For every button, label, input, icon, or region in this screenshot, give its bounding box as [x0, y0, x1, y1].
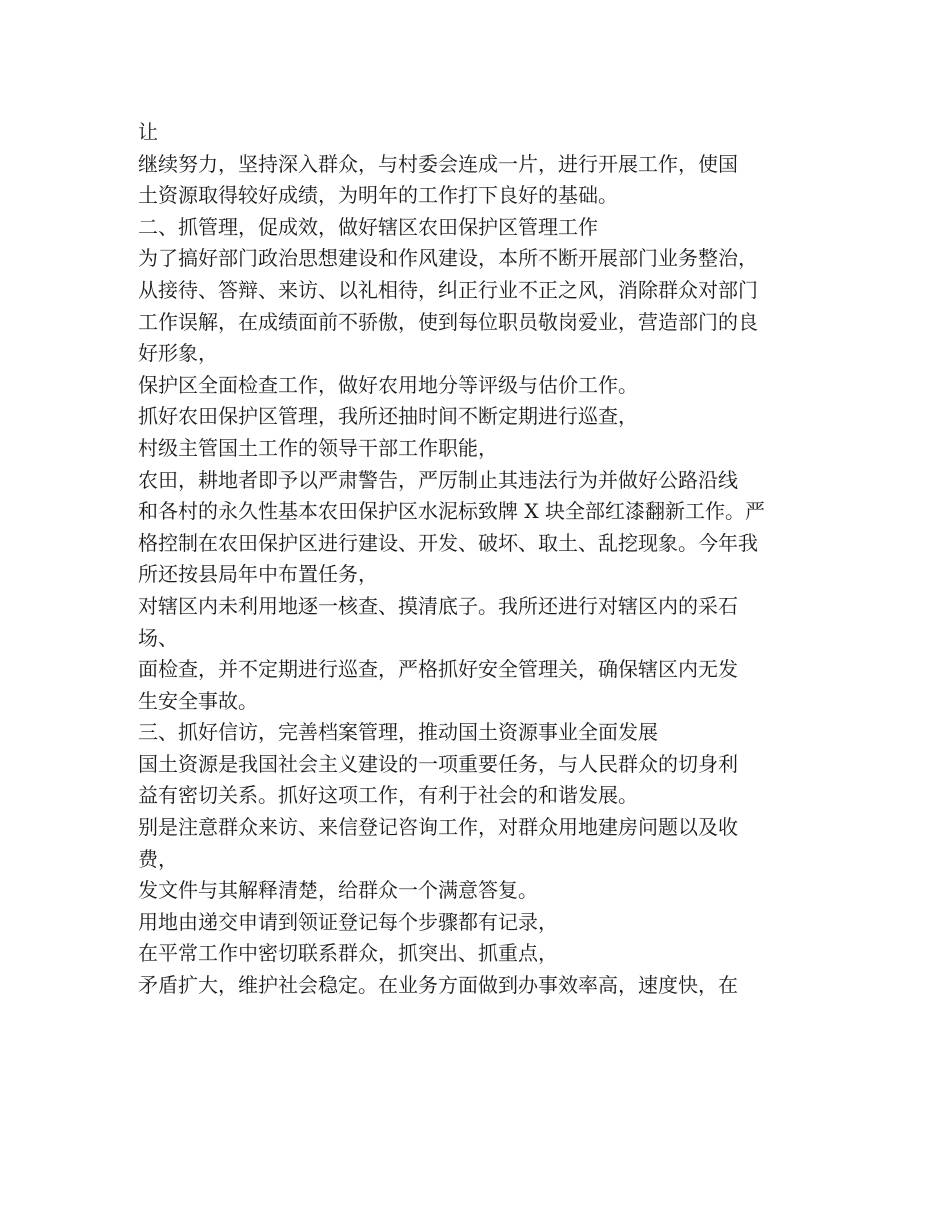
text-line: 费，	[138, 846, 178, 871]
text-line: 土资源取得较好成绩，为明年的工作打下良好的基础。	[138, 183, 618, 208]
text-line: 对辖区内未利用地逐一核查、摸清底子。我所还进行对辖区内的采石	[138, 593, 738, 618]
text-line: 好形象，	[138, 341, 218, 366]
text-line: 国土资源是我国社会主义建设的一项重要任务，与人民群众的切身利	[138, 751, 738, 776]
text-line: 为了搞好部门政治思想建设和作风建设，本所不断开展部门业务整治，	[138, 246, 758, 271]
section-heading: 三、抓好信访，完善档案管理，推动国土资源事业全面发展	[138, 720, 658, 745]
text-line: 用地由递交申请到领证登记每个步骤都有记录，	[138, 909, 558, 934]
text-line: 保护区全面检查工作，做好农用地分等评级与估价工作。	[138, 372, 638, 397]
document-body	[138, 117, 828, 1002]
text-line: 面检查，并不定期进行巡查，严格抓好安全管理关，确保辖区内无发	[138, 657, 738, 682]
section-heading: 二、抓管理，促成效，做好辖区农田保护区管理工作	[138, 214, 598, 239]
text-line: 农田，耕地者即予以严肃警告，严厉制止其违法行为并做好公路沿线	[138, 467, 738, 492]
text-line: 抓好农田保护区管理，我所还抽时间不断定期进行巡查，	[138, 404, 638, 429]
text-line: 工作误解，在成绩面前不骄傲，使到每位职员敬岗爱业，营造部门的良	[138, 309, 758, 334]
text-line: 别是注意群众来访、来信登记咨询工作，对群众用地建房问题以及收	[138, 815, 738, 840]
text-line: 所还按县局年中布置任务，	[138, 562, 378, 587]
text-line: 矛盾扩大，维护社会稳定。在业务方面做到办事效率高，速度快，在	[138, 973, 738, 998]
text-line: 在平常工作中密切联系群众，抓突出、抓重点，	[138, 941, 558, 966]
text-line: 从接待、答辩、来访、以礼相待，纠正行业不正之风，消除群众对部门	[138, 277, 758, 302]
text-line: 继续努力，坚持深入群众，与村委会连成一片，进行开展工作，使国	[138, 151, 738, 176]
text-line: 发文件与其解释清楚，给群众一个满意答复。	[138, 878, 538, 903]
text-line: 格控制在农田保护区进行建设、开发、破坏、取土、乱挖现象。今年我	[138, 530, 758, 555]
text-line: 让	[138, 120, 158, 144]
text-line: 益有密切关系。抓好这项工作，有利于社会的和谐发展。	[138, 783, 638, 808]
text-line: 村级主管国土工作的领导干部工作职能，	[138, 435, 498, 460]
text-line: 和各村的永久性基本农田保护区水泥标致牌 X 块全部红漆翻新工作。严	[138, 499, 765, 524]
text-line: 场、	[138, 625, 178, 650]
text-line: 生安全事故。	[138, 688, 258, 713]
